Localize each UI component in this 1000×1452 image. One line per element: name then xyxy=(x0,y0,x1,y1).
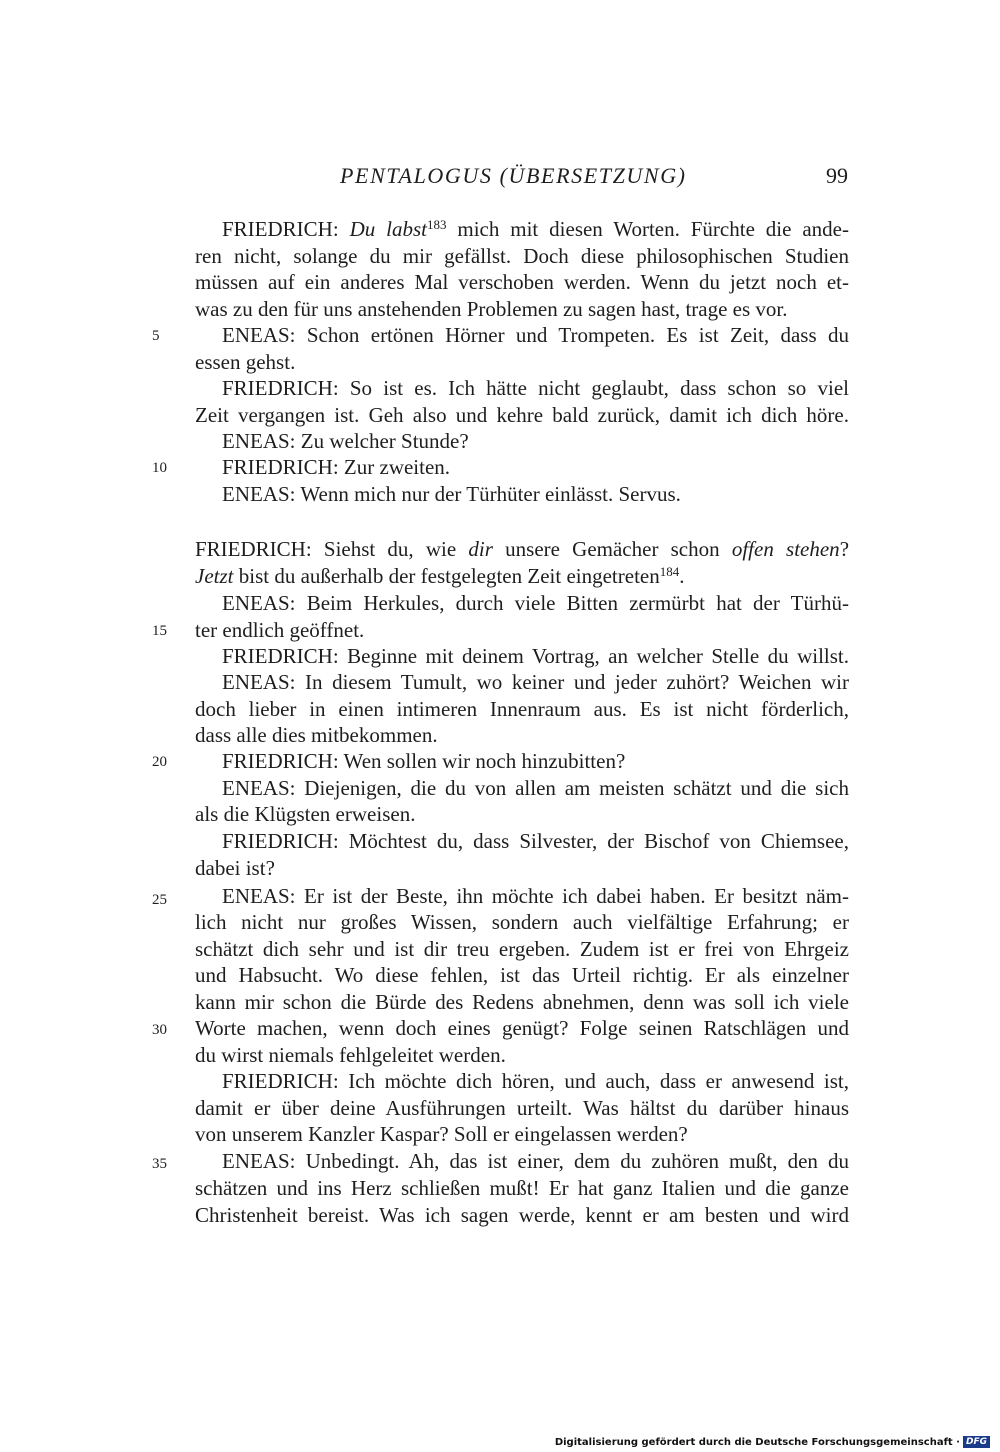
text-line: lich nicht nur großes Wissen, sondern auch vielfältige Erfahrung; er xyxy=(195,910,849,934)
digitization-credit xyxy=(555,1436,990,1448)
text-line: FRIEDRICH: So ist es. Ich hätte nicht geglaubt, dass schon so viel xyxy=(222,376,849,400)
text-line: essen gehst. xyxy=(195,350,296,374)
line-number: 15 xyxy=(152,623,167,639)
text-line: FRIEDRICH: Du labst$^{183}$ mich mit diesen Worten. Fürchte die ande- xyxy=(222,217,849,241)
running-title: PENTALOGUS (ÜBERSETZUNG) xyxy=(340,163,687,188)
text-line: ENEAS: Wenn mich nur der Türhüter einlässt. Servus. xyxy=(222,482,681,506)
text-line: ENEAS: In diesem Tumult, wo keiner und jeder zuhört? Weichen wir xyxy=(222,670,849,694)
text-line: FRIEDRICH: Ich möchte dich hören, und auch, dass er anwesend ist, xyxy=(222,1069,849,1093)
text-line: FRIEDRICH: Beginne mit deinem Vortrag, an welcher Stelle du willst. xyxy=(222,644,849,668)
text-line: ter endlich geöffnet. xyxy=(195,618,365,642)
text-line: ENEAS: Er ist der Beste, ihn möchte ich dabei haben. Er besitzt näm- xyxy=(222,884,849,908)
line-number: 30 xyxy=(152,1022,167,1038)
text-line: FRIEDRICH: Wen sollen wir noch hinzubitten? xyxy=(222,749,626,773)
text-line: schätzen und ins Herz schließen mußt! Er hat ganz Italien und die ganze xyxy=(195,1176,849,1200)
text-line: ENEAS: Diejenigen, die du von allen am meisten schätzt und die sich xyxy=(222,776,849,800)
text-line: FRIEDRICH: Möchtest du, dass Silvester, der Bischof von Chiemsee, xyxy=(222,829,849,853)
text-line: damit er über deine Ausführungen urteilt. Was hältst du darüber hinaus xyxy=(195,1096,849,1120)
text-line: FRIEDRICH: Siehst du, wie dir unsere Gemächer schon offen stehen? xyxy=(195,537,850,561)
text-line: ren nicht, solange du mir gefällst. Doch diese philosophischen Studien xyxy=(195,244,849,268)
text-line: Christenheit bereist. Was ich sagen werde, kennt er am besten und wird xyxy=(195,1203,849,1227)
text-line: müssen auf ein anderes Mal verschoben werden. Wenn du jetzt noch et- xyxy=(195,270,849,294)
text-line: ENEAS: Zu welcher Stunde? xyxy=(222,429,469,453)
text-line: ENEAS: Schon ertönen Hörner und Trompeten. Es ist Zeit, dass du xyxy=(222,323,849,347)
line-number: 25 xyxy=(152,892,167,908)
text-line: kann mir schon die Bürde des Redens abnehmen, denn was soll ich viele xyxy=(195,990,849,1014)
text-line: schätzt dich sehr und ist dir treu ergeben. Zudem ist er frei von Ehrgeiz xyxy=(195,937,849,961)
text-line: du wirst niemals fehlgeleitet werden. xyxy=(195,1043,506,1067)
dfg-logo: DFG xyxy=(963,1436,990,1448)
text-line: dass alle dies mitbekommen. xyxy=(195,723,438,747)
text-line: als die Klügsten erweisen. xyxy=(195,802,416,826)
text-line: Jetzt bist du außerhalb der festgelegten Zeit eingetreten$^{184}$. xyxy=(195,564,685,588)
text-line: doch lieber in einen intimeren Innenraum aus. Es ist nicht förderlich, xyxy=(195,697,849,721)
text-line: was zu den für uns anstehenden Problemen zu sagen hast, trage es vor. xyxy=(195,297,788,321)
text-line: dabei ist? xyxy=(195,856,275,880)
line-number: 35 xyxy=(152,1156,167,1172)
line-number: 5 xyxy=(152,328,160,344)
footnote-ref: 184 xyxy=(659,564,680,579)
credit-text: Digitalisierung gefördert durch die Deutsche Forschungsgemeinschaft · xyxy=(554,1436,960,1448)
text-line: Worte machen, wenn doch eines genügt? Folge seinen Ratschlägen und xyxy=(195,1016,849,1040)
text-line: von unserem Kanzler Kaspar? Soll er eingelassen werden? xyxy=(195,1122,688,1146)
footnote-ref: 183 xyxy=(426,217,447,232)
text-line: FRIEDRICH: Zur zweiten. xyxy=(222,455,451,479)
line-number: 20 xyxy=(152,754,167,770)
page-number: 99 xyxy=(826,163,848,188)
text-line: ENEAS: Beim Herkules, durch viele Bitten zermürbt hat der Türhü- xyxy=(222,591,849,615)
text-line: Zeit vergangen ist. Geh also und kehre bald zurück, damit ich dich höre. xyxy=(195,403,849,427)
text-line: und Habsucht. Wo diese fehlen, ist das Urteil richtig. Er als einzelner xyxy=(195,963,849,987)
text-line: ENEAS: Unbedingt. Ah, das ist einer, dem du zuhören mußt, den du xyxy=(222,1149,849,1173)
line-number: 10 xyxy=(152,460,167,476)
